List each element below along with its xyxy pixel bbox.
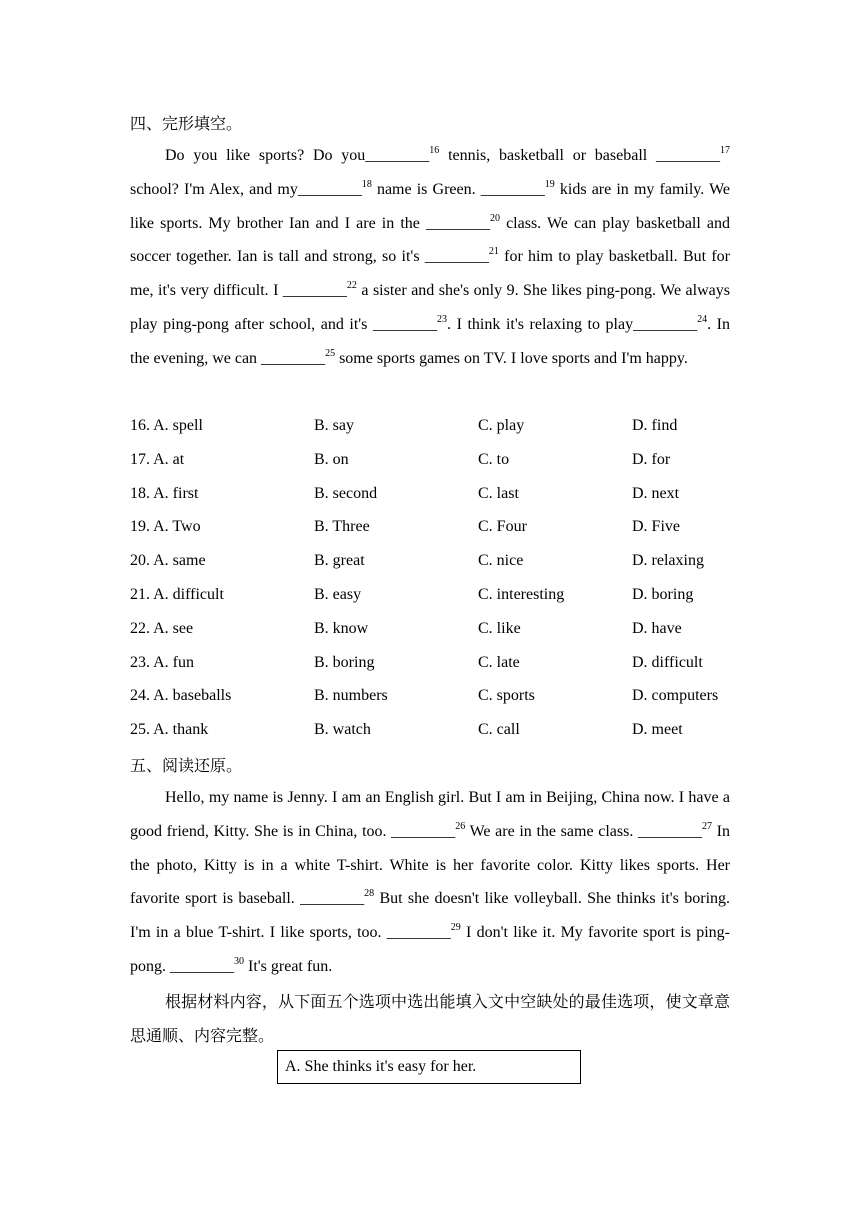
answer-choice: B. boring bbox=[314, 653, 375, 671]
answer-choice: 23. A. fun bbox=[130, 653, 194, 671]
instruction-text: 根据材料内容，从下面五个选项中选出能填入文中空缺处的最佳选项，使文章意思通顺、内容完整。 bbox=[130, 992, 730, 1045]
passage-text: some sports games on TV. I love sports and I'm happy. bbox=[335, 349, 688, 367]
answer-choice: B. watch bbox=[314, 721, 371, 739]
passage-text: name is Green. ________ bbox=[371, 180, 545, 198]
answer-choice: C. call bbox=[478, 721, 520, 739]
blank-number: 16 bbox=[429, 145, 440, 156]
blank-number: 29 bbox=[450, 922, 461, 934]
blank-number: 21 bbox=[488, 246, 499, 258]
answer-choice: B. say bbox=[314, 417, 354, 434]
blank-number: 18 bbox=[361, 178, 372, 190]
answer-choice: D. meet bbox=[632, 721, 683, 739]
answer-choice: D. difficult bbox=[632, 653, 703, 671]
question-row bbox=[130, 612, 750, 646]
question-row bbox=[130, 646, 750, 680]
answer-choice: 25. A. thank bbox=[130, 721, 209, 739]
blank-number: 20 bbox=[489, 212, 500, 224]
answer-choice: B. easy bbox=[314, 585, 362, 603]
answer-choice: C. like bbox=[478, 619, 521, 637]
blank-number: 28 bbox=[364, 888, 375, 900]
passage-text: We are in the same class. ________ bbox=[465, 822, 702, 840]
passage-text: . In the evening, we can ________ bbox=[130, 315, 731, 367]
passage-text: tennis, basketball or baseball ________ bbox=[439, 147, 720, 164]
answer-choice: C. interesting bbox=[478, 585, 565, 603]
passage-text: for him to play basketball. But for me, it's very difficult. I ________ bbox=[130, 248, 730, 300]
answer-choice: 19. A. Two bbox=[130, 518, 201, 536]
blank-number: 22 bbox=[346, 280, 357, 292]
passage-text: It's great fun. bbox=[244, 957, 333, 975]
answer-choice: B. great bbox=[314, 552, 365, 570]
question-row bbox=[130, 713, 750, 747]
section-4-heading: 四、完形填空。 bbox=[130, 114, 243, 133]
passage-text: I don't like it. My favorite sport is ping-pong. ________ bbox=[130, 924, 730, 975]
question-row bbox=[130, 477, 750, 511]
answer-choice: D. find bbox=[632, 417, 678, 434]
blank-number: 30 bbox=[234, 955, 244, 967]
passage-text: kids are in my family. We like sports. My brother Ian and I are in the ________ bbox=[130, 180, 731, 232]
answer-choice: 21. A. difficult bbox=[130, 585, 224, 603]
question-row bbox=[130, 409, 750, 443]
answer-choice: B. know bbox=[314, 619, 369, 637]
answer-choice: B. numbers bbox=[314, 687, 388, 705]
answer-choice: 22. A. see bbox=[130, 619, 194, 637]
answer-choice: D. computers bbox=[632, 687, 719, 705]
answer-choice: 24. A. baseballs bbox=[130, 687, 232, 705]
question-row bbox=[130, 578, 750, 612]
answer-choice: C. late bbox=[478, 653, 520, 671]
answer-choice: 17. A. at bbox=[130, 450, 185, 468]
answer-choice: 20. A. same bbox=[130, 552, 206, 570]
answer-choice: 16. A. spell bbox=[130, 417, 203, 434]
answer-choice: C. last bbox=[478, 484, 519, 502]
answer-choice: D. have bbox=[632, 619, 682, 637]
passage-text: In the photo, Kitty is in a white T-shirt. White is her favorite color. Kitty likes sports. Her favorite sport is baseball. ________ bbox=[130, 822, 730, 908]
answer-choice: D. relaxing bbox=[632, 552, 704, 570]
cloze-options bbox=[130, 409, 750, 747]
blank-number: 27 bbox=[702, 820, 712, 832]
answer-choice: C. play bbox=[478, 417, 525, 434]
passage-text: Do you like sports? Do you________ bbox=[165, 147, 430, 164]
answer-choice: B. second bbox=[314, 484, 378, 502]
question-row bbox=[130, 443, 750, 477]
blank-number: 19 bbox=[544, 178, 555, 190]
passage-text: But she doesn't like volleyball. She thinks it's boring. I'm in a blue T-shirt. I like sports, too. ________ bbox=[130, 890, 731, 942]
answer-choice: D. for bbox=[632, 450, 671, 468]
blank-number: 17 bbox=[720, 145, 730, 156]
section-5-heading: 五、阅读还原。 bbox=[130, 756, 243, 775]
passage-text: school? I'm Alex, and my________ bbox=[130, 180, 362, 198]
reading-passage bbox=[130, 781, 730, 984]
answer-choice: D. next bbox=[632, 484, 680, 502]
question-row bbox=[130, 544, 750, 578]
answer-choice: C. Four bbox=[478, 518, 527, 536]
answer-choice: C. to bbox=[478, 450, 510, 468]
answer-choice: 18. A. first bbox=[130, 484, 199, 502]
passage-text: class. We can play basketball and soccer together. Ian is tall and strong, so it's ________ bbox=[130, 214, 731, 266]
question-row bbox=[130, 510, 750, 544]
passage-text: Hello, my name is Jenny. I am an English girl. But I am in Beijing, China now. I have a good friend, Kitty. She is in China, too. ________ bbox=[130, 789, 730, 840]
answer-choice: C. nice bbox=[478, 552, 524, 570]
blank-number: 24 bbox=[697, 313, 708, 325]
answer-choice: B. Three bbox=[314, 518, 370, 536]
passage-text: . I think it's relaxing to play________ bbox=[446, 315, 698, 333]
answer-choice: D. boring bbox=[632, 585, 694, 603]
blank-number: 25 bbox=[325, 347, 336, 359]
blank-number: 26 bbox=[455, 820, 466, 832]
cloze-passage bbox=[130, 139, 730, 376]
blank-number: 23 bbox=[436, 313, 447, 325]
passage-text: a sister and she's only 9. She likes ping-pong. We always play ping-pong after school, and it's ________ bbox=[130, 282, 730, 333]
answer-choice: B. on bbox=[314, 450, 349, 468]
option-box: A. She thinks it's easy for her. bbox=[277, 1050, 581, 1084]
answer-choice: C. sports bbox=[478, 687, 535, 705]
answer-choice: D. Five bbox=[632, 518, 680, 536]
question-row bbox=[130, 679, 750, 713]
